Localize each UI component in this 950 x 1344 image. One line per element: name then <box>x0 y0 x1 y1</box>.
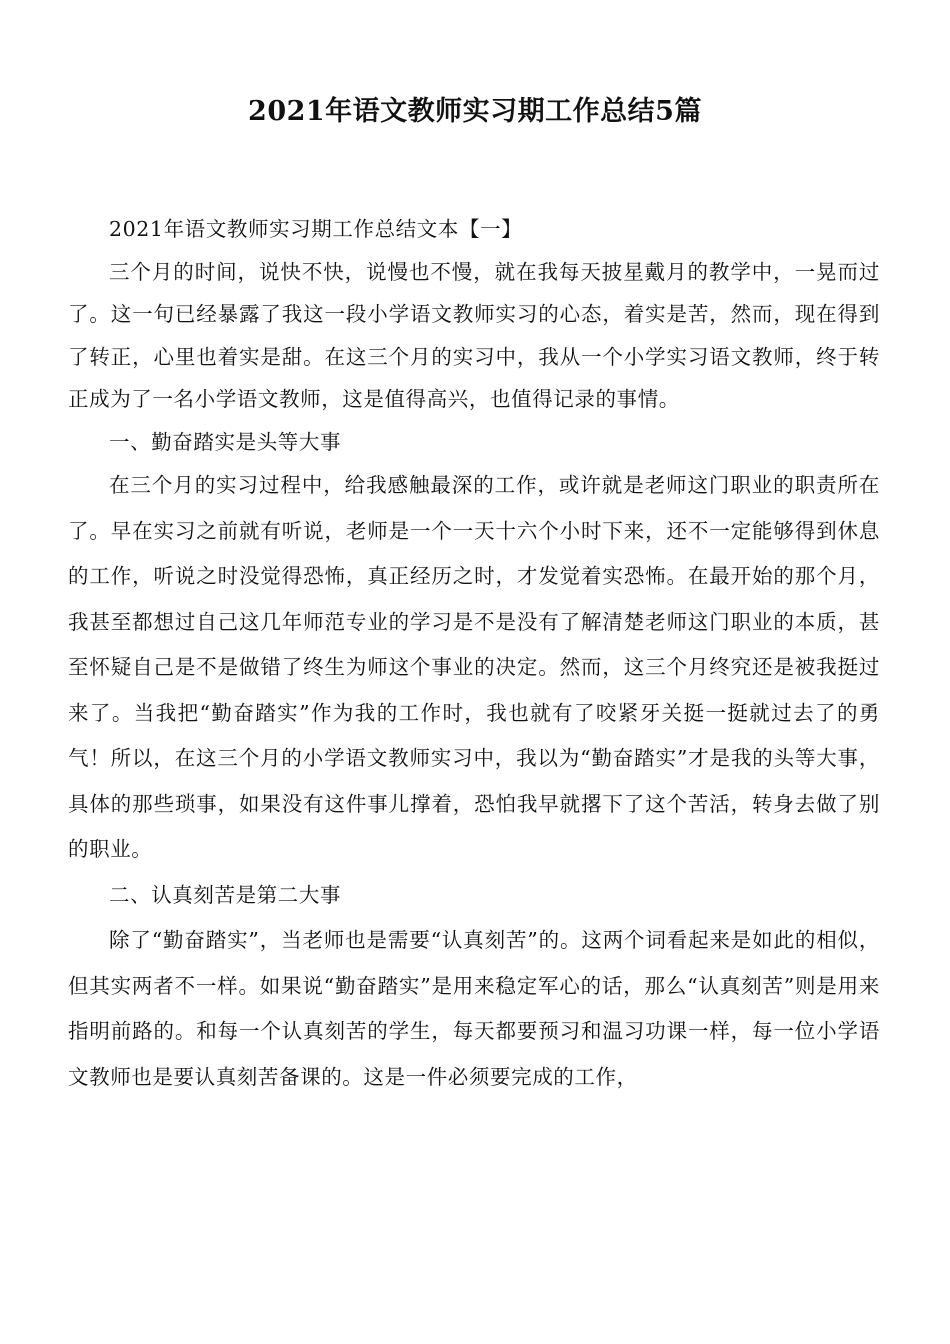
paragraph-earnest: 除了“勤奋踏实”，当老师也是需要“认真刻苦”的。这两个词看起来是如此的相似，但其实两者不一样。如果说“勤奋踏实”是用来稳定军心的话，那么“认真刻苦”则是用来指明前路的。和每一个认真刻苦的学生，每天都要预习和温习功课一样，每一位小学语文教师也是要认真刻苦备课的。这是一件必须要完成的工作， <box>68 928 880 1089</box>
section-heading: 2021年语文教师实习期工作总结文本【一】 <box>109 217 523 241</box>
document-title: 2021年语文教师实习期工作总结5篇 <box>248 96 702 127</box>
document-body <box>68 208 880 1100</box>
section-heading: 一、勤奋踏实是头等大事 <box>109 429 342 454</box>
paragraph-diligence: 在三个月的实习过程中，给我感触最深的工作，或许就是老师这门职业的职责所在了。早在实习之前就有听说，老师是一个一天十六个小时下来，还不一定能够得到休息的工作，听说之时没觉得恐怖，真正经历之时，才发觉着实恐怖。在最开始的那个月，我甚至都想过自己这几年师范专业的学习是不是没有了解清楚老师这门职业的本质，甚至怀疑自己是不是做错了终生为师这个事业的决定。然而，这三个月终究还是被我挺过来了。当我把“勤奋踏实”作为我的工作时，我也就有了咬紧牙关挺一挺就过去了的勇气！所以，在这三个月的小学语文教师实习中，我以为“勤奋踏实”才是我的头等大事，具体的那些琐事，如果没有这件事儿撑着，恐怕我早就撂下了这个苦活，转身去做了别的职业。 <box>68 473 880 861</box>
section-heading: 二、认真刻苦是第二大事 <box>109 882 342 907</box>
paragraph-intro: 三个月的时间，说快不快，说慢也不慢，就在我每天披星戴月的教学中，一晃而过了。这一句已经暴露了我这一段小学语文教师实习的心态，着实是苦，然而，现在得到了转正，心里也着实是甜。在这三个月的实习中，我从一个小学实习语文教师，终于转正成为了一名小学语文教师，这是值得高兴，也值得记录的事情。 <box>68 259 880 411</box>
